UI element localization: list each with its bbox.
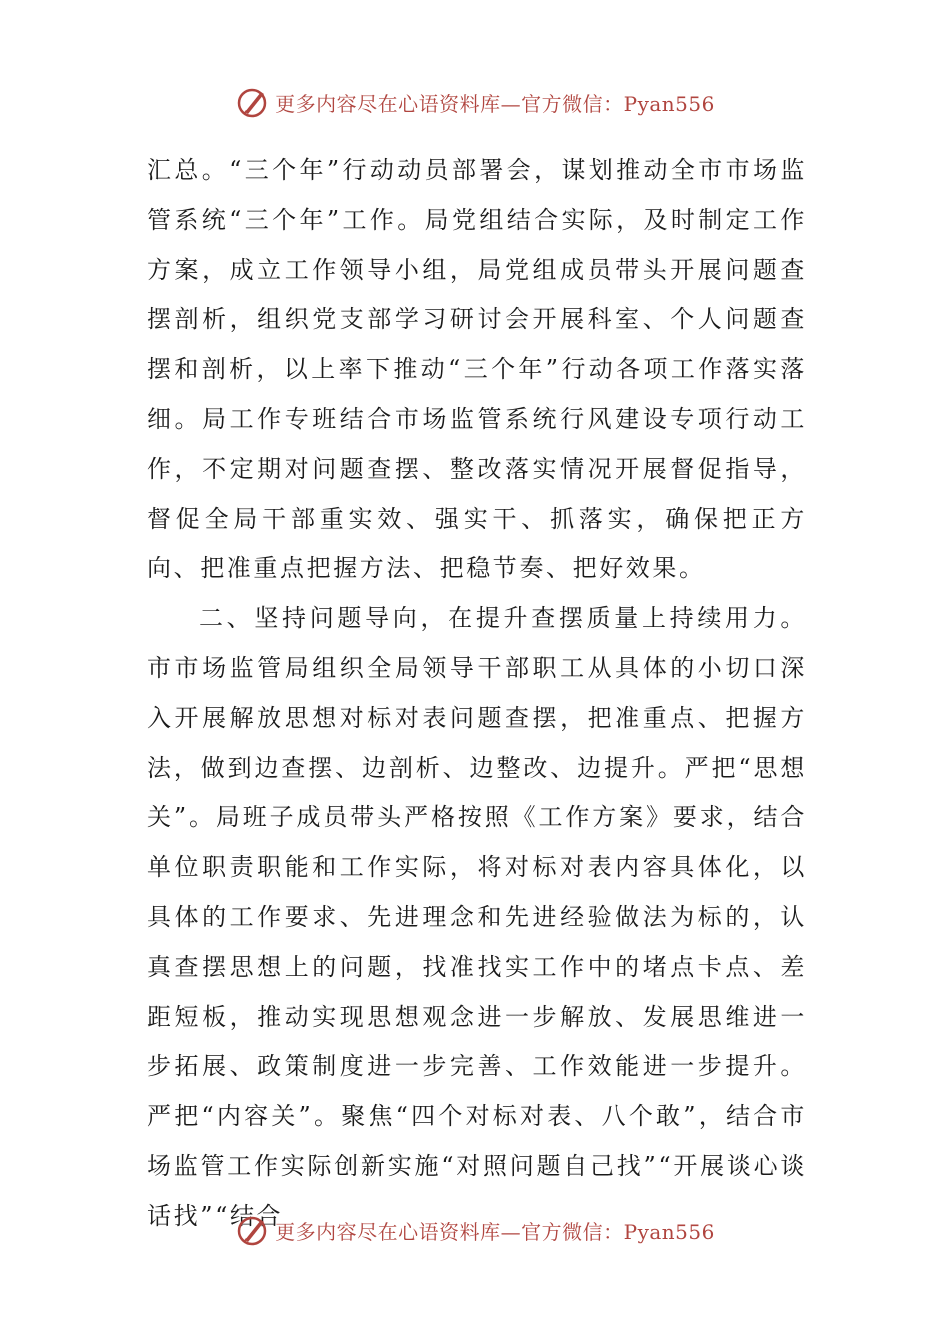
pen-in-circle-icon <box>235 1212 271 1248</box>
paragraph-2: 二、坚持问题导向，在提升查摆质量上持续用力。市市场监管局组织全局领导干部职工从具体的小切口深入开展解放思想对标对表问题查摆，把准重点、把握方法，做到边查摆、边剖析、边整改、边提升。严把“思想关”。局班子成员带头严格按照《工作方案》要求，结合单位职责职能和工作实际，将对标对表内容具体化，以具体的工作要求、先进理念和先进经验做法为标的，认真查摆思想上的问题，找准找实工作中的堵点卡点、差距短板，推动实现思想观念进一步解放、发展思维进一步拓展、政策制度进一步完善、工作效能进一步提升。严把“内容关”。聚焦“四个对标对表、八个敢”，结合市场监管工作实际创新实施“对照问题自己找”“开展谈心谈话找”“结合 <box>147 604 807 1230</box>
header-banner-text: 更多内容尽在心语资料库—官方微信：Pyan556 <box>275 91 715 116</box>
pen-in-circle-icon <box>235 84 271 120</box>
footer-banner <box>0 1210 950 1250</box>
paragraph-1: 汇总。“三个年”行动动员部署会，谋划推动全市市场监管系统“三个年”工作。局党组结合实际，及时制定工作方案，成立工作领导小组，局党组成员带头开展问题查摆剖析，组织党支部学习研讨会开展科室、个人问题查摆和剖析，以上率下推动“三个年”行动各项工作落实落细。局工作专班结合市场监管系统行风建设专项行动工作，不定期对问题查摆、整改落实情况开展督促指导，督促全局干部重实效、强实干、抓落实，确保把正方向、把准重点把握方法、把稳节奏、把好效果。 <box>147 156 807 583</box>
header-banner <box>0 82 950 122</box>
document-body <box>147 146 807 1242</box>
footer-banner-text: 更多内容尽在心语资料库—官方微信：Pyan556 <box>275 1219 715 1244</box>
